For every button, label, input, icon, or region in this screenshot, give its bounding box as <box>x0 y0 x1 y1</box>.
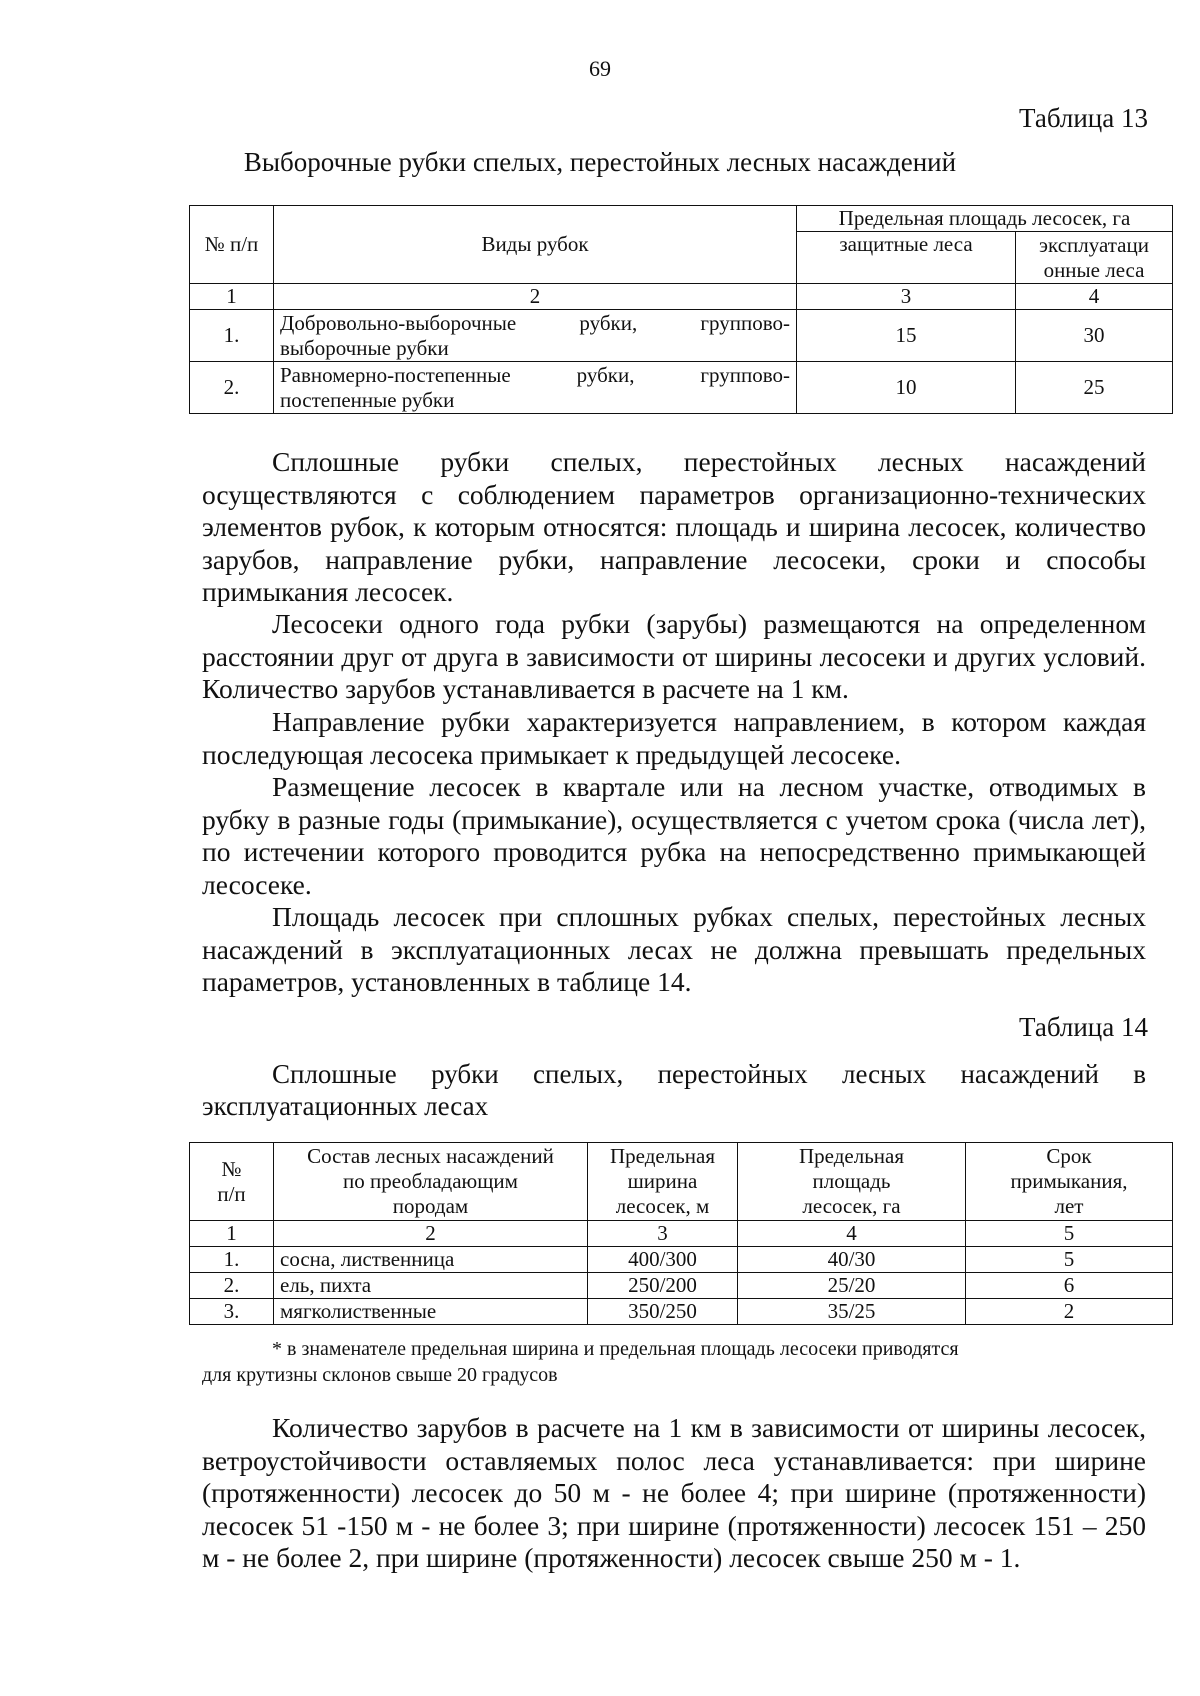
table13-header-num: № п/п <box>190 206 274 284</box>
table14-header-term-line1: Срок <box>1046 1144 1092 1168</box>
table14-row-area: 35/25 <box>738 1299 966 1325</box>
table14-colnum: 3 <box>588 1221 738 1247</box>
table-row <box>190 1273 1173 1299</box>
table14-colnum-row <box>190 1221 1173 1247</box>
paragraph-2-text: Лесосеки одного года рубки (зарубы) размещаются на определенном расстоянии друг от друга в зависимости от ширины лесосеки и других условий. Количество зарубов устанавливается в расчете на 1 км. <box>202 608 1146 705</box>
table13-header-type: Виды рубок <box>274 206 797 284</box>
table14-header-area-line3: лесосек, га <box>802 1194 901 1218</box>
table14-row-composition: сосна, лиственница <box>274 1247 588 1273</box>
table14-footnote <box>202 1336 1146 1388</box>
table14-header-width-line3: лесосек, м <box>615 1194 710 1218</box>
table13-header-exploit-line1: эксплуатаци <box>1039 232 1149 257</box>
paragraph-2 <box>202 608 1146 706</box>
table14-row-num: 3. <box>190 1299 274 1325</box>
table14-row-num: 2. <box>190 1273 274 1299</box>
table13-row-protective: 10 <box>797 362 1016 414</box>
table14-header-term-line2: примыкания, <box>1010 1169 1128 1193</box>
table14-header-comp-line3: породам <box>392 1194 469 1218</box>
page-number: 69 <box>589 56 611 81</box>
table14-colnum: 2 <box>274 1221 588 1247</box>
table14-colnum: 1 <box>190 1221 274 1247</box>
table14-row-term: 6 <box>966 1273 1173 1299</box>
table14-header-width-line1: Предельная <box>610 1144 715 1168</box>
table14-header-width-line2: ширина <box>627 1169 698 1193</box>
table14-header-num <box>190 1143 274 1221</box>
table14-header-comp-line2: по преобладающим <box>343 1169 518 1193</box>
table14-header-composition <box>274 1143 588 1221</box>
table13-colnum: 4 <box>1016 284 1173 310</box>
table13-colnum: 2 <box>274 284 797 310</box>
table14-footnote-line1: * в знаменателе предельная ширина и предельная площадь лесосеки приводятся <box>272 1338 959 1360</box>
table-row <box>190 1247 1173 1273</box>
table14-row-area: 40/30 <box>738 1247 966 1273</box>
paragraph-4 <box>202 771 1146 901</box>
table13-header-exploit <box>1016 232 1173 284</box>
table13-row-exploit: 25 <box>1016 362 1173 414</box>
table14-row-term: 2 <box>966 1299 1173 1325</box>
table14-colnum: 5 <box>966 1221 1173 1247</box>
table14-header-num-line2: п/п <box>217 1181 246 1206</box>
table-row <box>190 362 1173 414</box>
table14-footnote-line2: для крутизны склонов свыше 20 градусов <box>202 1364 558 1386</box>
table-row <box>190 310 1173 362</box>
table13-row-type-line1: Добровольно-выборочные рубки, группово- <box>280 310 790 335</box>
table13-label: Таблица 13 <box>1019 103 1148 133</box>
table13-row-type <box>274 362 797 414</box>
table14-header-area-line1: Предельная <box>799 1144 904 1168</box>
table14-colnum: 4 <box>738 1221 966 1247</box>
table14-row-term: 5 <box>966 1247 1173 1273</box>
table14-label: Таблица 14 <box>1019 1012 1148 1042</box>
table14-header-term-line3: лет <box>1054 1194 1084 1218</box>
table13-row-type-line1: Равномерно-постепенные рубки, группово- <box>280 362 790 387</box>
table14-header-num-line1: № <box>221 1156 242 1181</box>
paragraph-5-text: Площадь лесосек при сплошных рубках спелых, перестойных лесных насаждений в эксплуатационных лесах не должна превышать предельных параметров, установленных в таблице 14. <box>202 901 1146 998</box>
paragraph-1-text: Сплошные рубки спелых, перестойных лесных насаждений осуществляются с соблюдением параметров организационно-технических элементов рубок, к которым относятся: площадь и ширина лесосек, количество зарубов, направление рубки, направление лесосеки, сроки и способы примыкания лесосек. <box>202 446 1146 608</box>
table13-row-num: 1. <box>190 310 274 362</box>
table14-header-area <box>738 1143 966 1221</box>
table13-row-type <box>274 310 797 362</box>
paragraph-5 <box>202 901 1146 999</box>
table13-row-type-line2: выборочные рубки <box>280 335 449 360</box>
table14-row-width: 350/250 <box>588 1299 738 1325</box>
table13-colnum: 1 <box>190 284 274 310</box>
table13-header-row <box>190 206 1173 232</box>
table13-row-exploit: 30 <box>1016 310 1173 362</box>
table14-row-width: 250/200 <box>588 1273 738 1299</box>
table13-row-protective: 15 <box>797 310 1016 362</box>
table13 <box>189 205 1173 414</box>
table14-row-area: 25/20 <box>738 1273 966 1299</box>
table14-row-width: 400/300 <box>588 1247 738 1273</box>
table14-header-width <box>588 1143 738 1221</box>
table14-title <box>202 1058 1146 1122</box>
table14 <box>189 1142 1173 1325</box>
final-paragraph-text: Количество зарубов в расчете на 1 км в зависимости от ширины лесосек, ветроустойчивости оставляемых полос леса устанавливается: при ширине (протяженности) лесосек до 50 м - не более 4; при ширине (протяженности) лесосек 51 -150 м - не более 3; при ширине (протяженности) лесосек 151 – 250 м - не более 2, при ширине (протяженности) лесосек свыше 250 м - 1. <box>202 1412 1146 1574</box>
table14-title-text: Сплошные рубки спелых, перестойных лесных насаждений в эксплуатационных лесах <box>202 1059 1146 1121</box>
final-paragraph <box>202 1412 1146 1575</box>
paragraph-1 <box>202 446 1146 609</box>
table13-header-exploit-line2: онные леса <box>1043 257 1145 282</box>
table14-row-num: 1. <box>190 1247 274 1273</box>
paragraph-4-text: Размещение лесосек в квартале или на лесном участке, отводимых в рубку в разные годы (примыкание), осуществляется с учетом срока (числа лет), по истечении которого проводится рубка на непосредственно примыкающей лесосеке. <box>202 771 1146 900</box>
table-row <box>190 1299 1173 1325</box>
table14-row-composition: мягколиственные <box>274 1299 588 1325</box>
paragraph-3-text: Направление рубки характеризуется направлением, в котором каждая последующая лесосека примыкает к предыдущей лесосеке. <box>202 706 1146 770</box>
table13-row-num: 2. <box>190 362 274 414</box>
table13-colnum-row <box>190 284 1173 310</box>
table13-header-area-group: Предельная площадь лесосек, га <box>797 206 1173 232</box>
table13-title: Выборочные рубки спелых, перестойных лесных насаждений <box>243 147 957 177</box>
paragraph-3 <box>202 706 1146 771</box>
table14-header-term <box>966 1143 1173 1221</box>
table14-row-composition: ель, пихта <box>274 1273 588 1299</box>
table14-header-row <box>190 1143 1173 1221</box>
table14-header-comp-line1: Состав лесных насаждений <box>307 1144 554 1168</box>
table13-colnum: 3 <box>797 284 1016 310</box>
table13-row-type-line2: постепенные рубки <box>280 387 455 412</box>
table14-header-area-line2: площадь <box>812 1169 891 1193</box>
table13-header-protective: защитные леса <box>797 232 1016 284</box>
